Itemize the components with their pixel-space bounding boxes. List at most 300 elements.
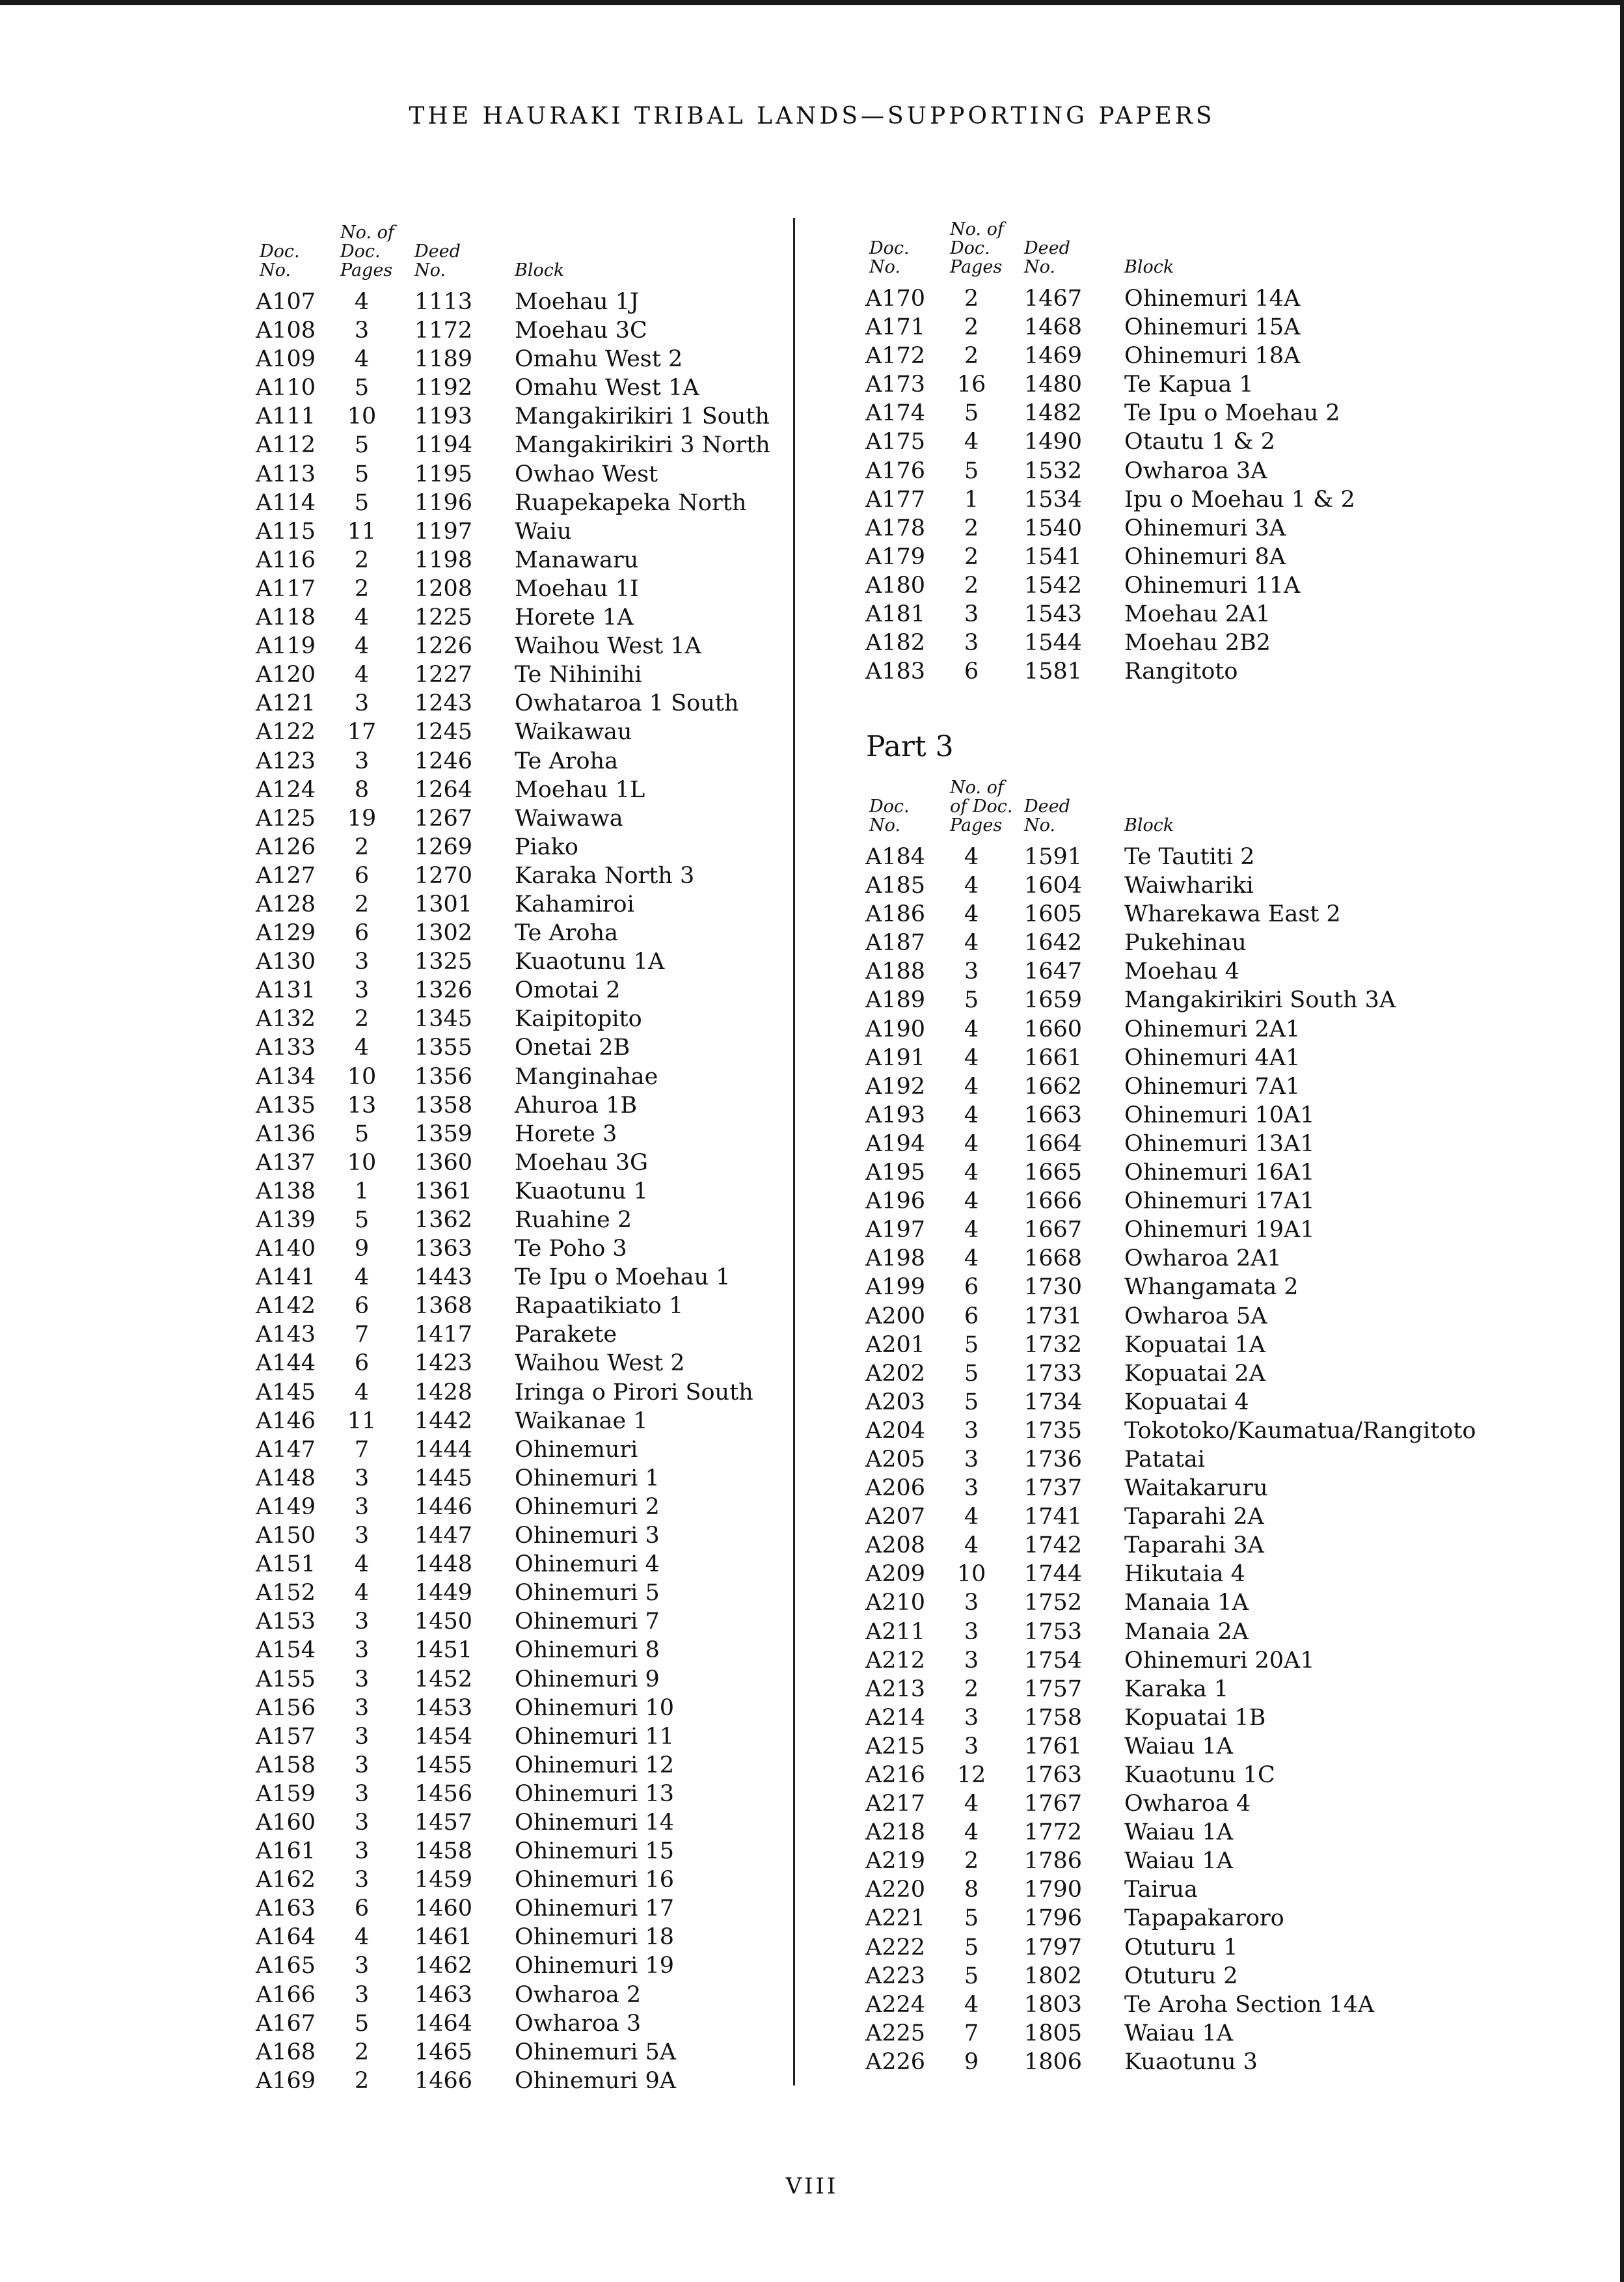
doc-pages-cell: 4: [964, 1791, 979, 1817]
table-row: [256, 919, 776, 947]
doc-no-cell: A223: [865, 1963, 926, 1989]
doc-no-cell: A119: [256, 633, 316, 660]
doc-pages-cell: 5: [354, 432, 370, 459]
doc-pages-cell: 3: [964, 1417, 979, 1444]
doc-no-cell: A110: [256, 375, 316, 401]
doc-no-cell: A126: [256, 834, 316, 860]
doc-no-cell: A162: [256, 1867, 316, 1894]
left-table-header: [256, 215, 776, 280]
table-row: [256, 833, 776, 862]
block-name-cell: Ohinemuri 13: [515, 1780, 674, 1807]
doc-pages-cell: 6: [354, 862, 370, 889]
doc-pages-cell: 4: [354, 1551, 370, 1578]
doc-no-cell: A143: [256, 1322, 316, 1348]
deed-no-cell: 1113: [414, 289, 473, 315]
doc-pages-cell: 2: [964, 572, 979, 599]
doc-no-cell: A171: [865, 314, 926, 341]
doc-pages-cell: 1: [354, 1178, 370, 1204]
doc-no-cell: A205: [865, 1446, 926, 1473]
block-name-cell: Kopuatai 1B: [1124, 1704, 1266, 1731]
deed-no-cell: 1451: [414, 1637, 473, 1664]
deed-no-cell: 1490: [1024, 429, 1083, 455]
table-row: [865, 1273, 1451, 1301]
table-row: [256, 1694, 776, 1722]
doc-pages-cell: 5: [964, 1331, 979, 1358]
doc-pages-cell: 4: [354, 604, 370, 631]
table-row: [865, 1130, 1451, 1158]
deed-no-cell: 1227: [414, 662, 473, 688]
block-name-cell: Moehau 1I: [515, 575, 639, 602]
table-row: [865, 957, 1451, 986]
table-row: [256, 976, 776, 1005]
deed-no-cell: 1466: [414, 2067, 473, 2094]
block-name-cell: Ohinemuri 8: [515, 1637, 660, 1664]
table-row: [865, 571, 1451, 600]
block-name-cell: Horete 1A: [515, 604, 634, 631]
doc-pages-cell: 3: [354, 1981, 370, 2008]
block-name-cell: Moehau 2A1: [1124, 601, 1271, 628]
header-doc-no: Doc. No.: [869, 238, 910, 277]
table-row: [256, 1091, 776, 1120]
deed-no-cell: 1443: [414, 1264, 473, 1291]
deed-no-cell: 1264: [414, 776, 473, 803]
doc-no-cell: A187: [865, 930, 926, 957]
table-row: [256, 1751, 776, 1780]
table-row: [865, 1818, 1451, 1847]
doc-no-cell: A179: [865, 543, 926, 570]
deed-no-cell: 1742: [1024, 1532, 1083, 1559]
deed-no-cell: 1172: [414, 318, 473, 344]
table-row: [256, 1435, 776, 1464]
table-row: [256, 1923, 776, 1951]
right-top-table: [865, 211, 1451, 686]
block-name-cell: Manaia 2A: [1124, 1618, 1249, 1645]
doc-no-cell: A219: [865, 1848, 926, 1875]
block-name-cell: Te Nihinihi: [515, 662, 642, 688]
doc-pages-cell: 4: [964, 1245, 979, 1272]
deed-no-cell: 1208: [414, 575, 473, 602]
block-name-cell: Manaia 1A: [1124, 1590, 1249, 1616]
table-row: [256, 1148, 776, 1177]
doc-pages-cell: 3: [354, 1752, 370, 1778]
doc-no-cell: A194: [865, 1130, 926, 1157]
doc-no-cell: A137: [256, 1149, 316, 1176]
left-table: [256, 215, 776, 2095]
deed-no-cell: 1270: [414, 862, 473, 889]
doc-no-cell: A117: [256, 575, 316, 602]
table-row: [256, 2067, 776, 2095]
block-name-cell: Manawaru: [515, 547, 639, 573]
running-head: THE HAURAKI TRIBAL LANDS—SUPPORTING PAPERS: [409, 103, 1215, 129]
doc-no-cell: A166: [256, 1981, 316, 2008]
table-row: [256, 1837, 776, 1866]
doc-no-cell: A121: [256, 690, 316, 717]
top-border-line: [0, 0, 1624, 5]
deed-no-cell: 1193: [414, 403, 473, 430]
doc-no-cell: A174: [865, 400, 926, 427]
doc-no-cell: A226: [865, 2048, 926, 2075]
doc-pages-cell: 3: [354, 1465, 370, 1491]
doc-pages-cell: 6: [354, 1895, 370, 1922]
deed-no-cell: 1744: [1024, 1561, 1083, 1588]
doc-no-cell: A221: [865, 1905, 926, 1932]
block-name-cell: Tapapakaroro: [1124, 1905, 1284, 1932]
deed-no-cell: 1541: [1024, 543, 1083, 570]
doc-no-cell: A206: [865, 1475, 926, 1502]
table-row: [865, 1187, 1451, 1216]
part-3-table-rows: [865, 843, 1476, 2076]
doc-no-cell: A131: [256, 977, 316, 1004]
block-name-cell: Ohinemuri 19A1: [1124, 1217, 1315, 1243]
block-name-cell: Ruapekapeka North: [515, 489, 747, 516]
deed-no-cell: 1753: [1024, 1618, 1083, 1645]
doc-pages-cell: 4: [964, 1130, 979, 1157]
block-name-cell: Te Ipu o Moehau 2: [1124, 400, 1340, 427]
block-name-cell: Omahu West 2: [515, 346, 683, 373]
doc-pages-cell: 12: [956, 1762, 986, 1788]
block-name-cell: Te Tautiti 2: [1124, 844, 1255, 870]
doc-no-cell: A199: [865, 1274, 926, 1301]
doc-pages-cell: 4: [354, 1035, 370, 1061]
deed-no-cell: 1326: [414, 977, 473, 1004]
doc-pages-cell: 4: [354, 1924, 370, 1951]
deed-no-cell: 1195: [414, 461, 473, 487]
table-row: [865, 1560, 1451, 1588]
deed-no-cell: 1196: [414, 489, 473, 516]
deed-no-cell: 1761: [1024, 1733, 1083, 1759]
table-row: [256, 1493, 776, 1521]
doc-pages-cell: 4: [964, 1044, 979, 1071]
table-row: [865, 1847, 1451, 1875]
block-name-cell: Te Aroha Section 14A: [1124, 1991, 1375, 2018]
deed-no-cell: 1772: [1024, 1819, 1083, 1846]
table-row: [256, 1320, 776, 1349]
header-doc-pages: No. of Doc. Pages: [340, 223, 394, 280]
block-name-cell: Ohinemuri 5A: [515, 2039, 677, 2065]
deed-no-cell: 1448: [414, 1551, 473, 1578]
table-row: [865, 313, 1451, 342]
doc-pages-cell: 4: [964, 1016, 979, 1042]
block-name-cell: Owharoa 3: [515, 2010, 642, 2037]
header-deed-no: Deed No.: [414, 241, 461, 280]
block-name-cell: Moehau 2B2: [1124, 630, 1271, 657]
deed-no-cell: 1767: [1024, 1791, 1083, 1817]
block-name-cell: Tokotoko/Kaumatua/Rangitoto: [1124, 1417, 1476, 1444]
table-row: [256, 1981, 776, 2009]
block-name-cell: Ohinemuri 3: [515, 1523, 660, 1549]
doc-no-cell: A201: [865, 1331, 926, 1358]
table-row: [865, 900, 1451, 929]
doc-no-cell: A211: [865, 1618, 926, 1645]
right-top-table-rows: [865, 284, 1451, 686]
deed-no-cell: 1532: [1024, 457, 1083, 484]
doc-no-cell: A147: [256, 1436, 316, 1463]
doc-no-cell: A155: [256, 1666, 316, 1692]
doc-no-cell: A132: [256, 1006, 316, 1033]
doc-no-cell: A195: [865, 1160, 926, 1186]
block-name-cell: Te Aroha: [515, 920, 618, 947]
table-row: [865, 1761, 1451, 1789]
doc-no-cell: A203: [865, 1389, 926, 1415]
block-name-cell: Ohinemuri 14: [515, 1809, 674, 1836]
doc-pages-cell: 2: [354, 2067, 370, 2094]
deed-no-cell: 1243: [414, 690, 473, 717]
block-name-cell: Kuaotunu 1: [515, 1178, 648, 1204]
block-name-cell: Ohinemuri 2A1: [1124, 1016, 1301, 1042]
doc-no-cell: A212: [865, 1647, 926, 1674]
table-row: [256, 288, 776, 316]
doc-pages-cell: 10: [347, 1149, 377, 1176]
doc-no-cell: A185: [865, 873, 926, 899]
block-name-cell: Hikutaia 4: [1124, 1561, 1245, 1588]
doc-pages-cell: 3: [354, 1609, 370, 1635]
deed-no-cell: 1754: [1024, 1647, 1083, 1674]
table-row: [256, 632, 776, 660]
doc-no-cell: A215: [865, 1733, 926, 1759]
deed-no-cell: 1197: [414, 518, 473, 545]
table-row: [865, 1732, 1451, 1761]
doc-pages-cell: 5: [354, 489, 370, 516]
block-name-cell: Waiau 1A: [1124, 1848, 1234, 1875]
table-row: [865, 929, 1451, 957]
table-row: [256, 1177, 776, 1206]
block-name-cell: Owharoa 5A: [1124, 1303, 1267, 1329]
doc-no-cell: A202: [865, 1360, 926, 1387]
table-row: [256, 546, 776, 575]
deed-no-cell: 1796: [1024, 1905, 1083, 1932]
doc-pages-cell: 5: [354, 375, 370, 401]
table-row: [865, 485, 1451, 514]
doc-pages-cell: 9: [354, 1236, 370, 1262]
table-row: [256, 1120, 776, 1148]
doc-pages-cell: 4: [964, 1073, 979, 1100]
block-name-cell: Taparahi 3A: [1124, 1532, 1264, 1559]
doc-no-cell: A163: [256, 1895, 316, 1922]
doc-pages-cell: 3: [354, 690, 370, 717]
doc-no-cell: A108: [256, 318, 316, 344]
table-row: [256, 575, 776, 603]
deed-no-cell: 1445: [414, 1465, 473, 1491]
block-name-cell: Ahuroa 1B: [515, 1092, 638, 1119]
doc-no-cell: A122: [256, 719, 316, 746]
doc-no-cell: A210: [865, 1590, 926, 1616]
doc-pages-cell: 3: [964, 601, 979, 628]
table-row: [256, 1550, 776, 1579]
deed-no-cell: 1482: [1024, 400, 1083, 427]
table-row: [256, 603, 776, 632]
block-name-cell: Moehau 3G: [515, 1149, 648, 1176]
block-name-cell: Tairua: [1124, 1877, 1198, 1903]
block-name-cell: Ohinemuri: [515, 1436, 638, 1463]
doc-pages-cell: 3: [964, 630, 979, 657]
block-name-cell: Otuturu 1: [1124, 1934, 1238, 1961]
table-row: [865, 843, 1451, 871]
doc-no-cell: A222: [865, 1934, 926, 1961]
deed-no-cell: 1358: [414, 1092, 473, 1119]
left-table-rows: [256, 288, 776, 2095]
block-name-cell: Te Aroha: [515, 748, 618, 774]
table-row: [256, 1636, 776, 1664]
doc-no-cell: A165: [256, 1953, 316, 1979]
doc-no-cell: A114: [256, 489, 316, 516]
doc-no-cell: A111: [256, 403, 316, 430]
table-row: [256, 718, 776, 746]
doc-pages-cell: 2: [354, 2039, 370, 2065]
block-name-cell: Kuaotunu 1A: [515, 949, 665, 975]
doc-pages-cell: 2: [354, 891, 370, 917]
block-name-cell: Waitakaruru: [1124, 1475, 1268, 1502]
table-row: [865, 600, 1451, 629]
block-name-cell: Ohinemuri 10: [515, 1694, 674, 1721]
doc-no-cell: A140: [256, 1236, 316, 1262]
doc-pages-cell: 4: [354, 633, 370, 660]
deed-no-cell: 1455: [414, 1752, 473, 1778]
doc-no-cell: A208: [865, 1532, 926, 1559]
deed-no-cell: 1325: [414, 949, 473, 975]
table-row: [865, 1474, 1451, 1502]
doc-pages-cell: 5: [964, 1389, 979, 1415]
table-row: [865, 1904, 1451, 1933]
deed-no-cell: 1360: [414, 1149, 473, 1176]
doc-pages-cell: 1: [964, 486, 979, 513]
doc-no-cell: A197: [865, 1217, 926, 1243]
deed-no-cell: 1447: [414, 1523, 473, 1549]
deed-no-cell: 1802: [1024, 1963, 1083, 1989]
doc-no-cell: A164: [256, 1924, 316, 1951]
table-row: [865, 1704, 1451, 1732]
table-row: [865, 1101, 1451, 1130]
block-name-cell: Kahamiroi: [515, 891, 634, 917]
doc-pages-cell: 5: [964, 400, 979, 427]
doc-no-cell: A125: [256, 805, 316, 832]
doc-no-cell: A217: [865, 1791, 926, 1817]
table-row: [865, 1417, 1476, 1445]
block-name-cell: Otuturu 2: [1124, 1963, 1238, 1989]
table-row: [865, 1531, 1451, 1560]
doc-no-cell: A139: [256, 1207, 316, 1233]
deed-no-cell: 1453: [414, 1694, 473, 1721]
doc-no-cell: A133: [256, 1035, 316, 1061]
deed-no-cell: 1581: [1024, 659, 1083, 685]
deed-no-cell: 1534: [1024, 486, 1083, 513]
doc-no-cell: A184: [865, 844, 926, 870]
doc-pages-cell: 4: [964, 1188, 979, 1215]
doc-no-cell: A207: [865, 1504, 926, 1530]
block-name-cell: Moehau 3C: [515, 318, 647, 344]
table-row: [256, 1263, 776, 1292]
doc-no-cell: A186: [865, 901, 926, 928]
deed-no-cell: 1666: [1024, 1188, 1083, 1215]
block-name-cell: Ohinemuri 11: [515, 1723, 674, 1750]
block-name-cell: Ohinemuri 7: [515, 1609, 660, 1635]
deed-no-cell: 1662: [1024, 1073, 1083, 1100]
block-name-cell: Parakete: [515, 1322, 617, 1348]
doc-pages-cell: 2: [964, 515, 979, 541]
table-row: [865, 1789, 1451, 1818]
deed-no-cell: 1480: [1024, 372, 1083, 398]
block-name-cell: Whangamata 2: [1124, 1274, 1299, 1301]
doc-no-cell: A213: [865, 1676, 926, 1702]
deed-no-cell: 1458: [414, 1838, 473, 1865]
doc-pages-cell: 3: [354, 1953, 370, 1979]
deed-no-cell: 1660: [1024, 1016, 1083, 1042]
table-row: [256, 947, 776, 976]
block-name-cell: Ohinemuri 9: [515, 1666, 660, 1692]
right-top-table-header: [865, 211, 1451, 277]
doc-no-cell: A120: [256, 662, 316, 688]
doc-no-cell: A145: [256, 1379, 316, 1406]
block-name-cell: Wharekawa East 2: [1124, 901, 1341, 928]
doc-no-cell: A128: [256, 891, 316, 917]
doc-pages-cell: 3: [354, 1723, 370, 1750]
deed-no-cell: 1664: [1024, 1130, 1083, 1157]
doc-no-cell: A216: [865, 1762, 926, 1788]
deed-no-cell: 1786: [1024, 1848, 1083, 1875]
deed-no-cell: 1460: [414, 1895, 473, 1922]
table-row: [256, 402, 776, 431]
block-name-cell: Ohinemuri 12: [515, 1752, 674, 1778]
doc-pages-cell: 5: [354, 1207, 370, 1233]
doc-no-cell: A141: [256, 1264, 316, 1291]
doc-pages-cell: 3: [354, 1809, 370, 1836]
table-row: [865, 1388, 1451, 1417]
table-row: [865, 1675, 1451, 1704]
block-name-cell: Ohinemuri 16: [515, 1867, 674, 1894]
doc-no-cell: A115: [256, 518, 316, 545]
deed-no-cell: 1301: [414, 891, 473, 917]
doc-pages-cell: 3: [964, 1618, 979, 1645]
block-name-cell: Waikawau: [515, 719, 632, 746]
doc-pages-cell: 2: [354, 1006, 370, 1033]
block-name-cell: Waihou West 1A: [515, 633, 701, 660]
table-row: [256, 1951, 776, 1980]
deed-no-cell: 1355: [414, 1035, 473, 1061]
deed-no-cell: 1359: [414, 1121, 473, 1147]
doc-pages-cell: 6: [354, 1293, 370, 1320]
block-name-cell: Te Poho 3: [515, 1236, 627, 1262]
doc-no-cell: A109: [256, 346, 316, 373]
deed-no-cell: 1730: [1024, 1274, 1083, 1301]
deed-no-cell: 1189: [414, 346, 473, 373]
header-doc-pages: No. of of Doc. Pages: [950, 778, 1013, 835]
block-name-cell: Waihou West 2: [515, 1350, 685, 1377]
block-name-cell: Mangakirikiri South 3A: [1124, 987, 1396, 1014]
doc-no-cell: A172: [865, 343, 926, 370]
deed-no-cell: 1442: [414, 1407, 473, 1434]
doc-no-cell: A149: [256, 1493, 316, 1520]
doc-no-cell: A138: [256, 1178, 316, 1204]
doc-pages-cell: 2: [964, 343, 979, 370]
doc-no-cell: A129: [256, 920, 316, 947]
doc-no-cell: A180: [865, 572, 926, 599]
doc-pages-cell: 5: [964, 1963, 979, 1989]
block-name-cell: Owhataroa 1 South: [515, 690, 739, 717]
block-name-cell: Kuaotunu 1C: [1124, 1762, 1275, 1788]
table-row: [256, 1206, 776, 1234]
deed-no-cell: 1544: [1024, 630, 1083, 657]
deed-no-cell: 1741: [1024, 1504, 1083, 1530]
doc-pages-cell: 3: [354, 1666, 370, 1692]
doc-no-cell: A160: [256, 1809, 316, 1836]
doc-no-cell: A169: [256, 2067, 316, 2094]
doc-no-cell: A181: [865, 601, 926, 628]
doc-pages-cell: 3: [964, 1647, 979, 1674]
table-row: [256, 1349, 776, 1378]
deed-no-cell: 1192: [414, 375, 473, 401]
deed-no-cell: 1668: [1024, 1245, 1083, 1272]
block-name-cell: Ohinemuri 3A: [1124, 515, 1286, 541]
block-name-cell: Ohinemuri 18A: [1124, 343, 1301, 370]
